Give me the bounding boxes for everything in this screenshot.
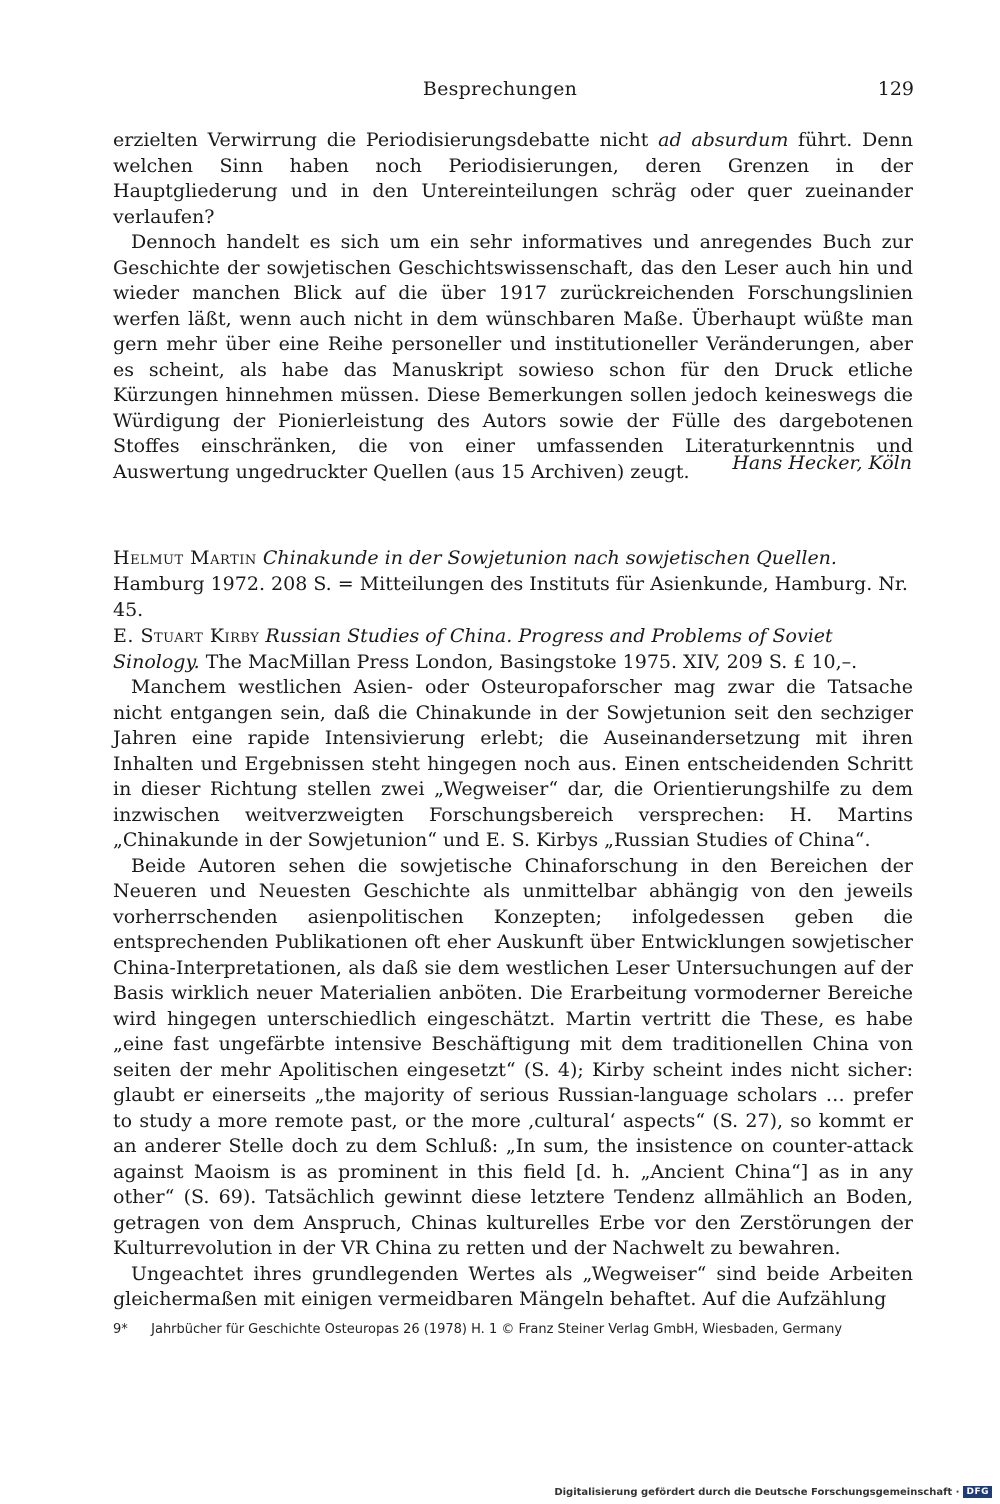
dfg-logo-icon: DFG bbox=[963, 1486, 992, 1498]
digitization-credit bbox=[554, 1486, 992, 1498]
bibliography-header bbox=[113, 545, 913, 675]
running-head bbox=[0, 78, 1000, 106]
journal-footnote bbox=[113, 1322, 913, 1337]
review-2-paragraph-1: Manchem westlichen Asien- oder Osteuropaforscher mag zwar die Tatsache nicht entgangen sein, daß die Chinakunde in der Sowjetunion seit den sechziger Jahren eine rapide Intensivierung erlebt; die Auseinandersetzung mit ihren Inhalten und Ergebnissen steht hingegen noch aus. Einen entscheidenden Schritt in dieser Richtung stellen zwei „Wegweiser“ dar, die Orientierungshilfe zu dem inzwischen weitverzweigten Forschungsbereich versprechen: H. Martins „Chinakunde in der Sowjetunion“ und E. S. Kirbys „Russian Studies of China“. bbox=[113, 676, 913, 851]
bibliography-entry-1 bbox=[113, 545, 913, 623]
review-1-body bbox=[113, 128, 913, 485]
publication-details: The MacMillan Press London, Basingstoke 1975. XIV, 209 S. £ 10,–. bbox=[205, 651, 858, 673]
signature-mark: 9* bbox=[113, 1322, 128, 1337]
review-2-body bbox=[113, 675, 913, 1313]
review-1-paragraph-1 bbox=[113, 128, 913, 230]
author-name: Helmut Martin bbox=[113, 547, 257, 569]
author-name: E. Stuart Kirby bbox=[113, 625, 260, 647]
paragraph-text: führt. Denn welchen Sinn haben noch Periodisierungen, deren Grenzen in der Hauptgliederung und in den Untereinteilungen schräg oder quer zueinander verlaufen? bbox=[113, 129, 913, 228]
review-2-paragraph-2: Beide Autoren sehen die sowjetische Chinaforschung in den Bereichen der Neueren und Neuesten Geschichte als unmittelbar abhängig von den jeweils vorherrschenden asienpolitischen Konzepten; infolgedessen geben die entsprechenden Publikationen oft eher Auskunft über Entwicklungen sowjetischer China-Interpretationen, als daß sie dem westlichen Leser Untersuchungen auf der Basis wirklich neuer Materialien anböten. Die Erarbeitung vormoderner Bereiche wird hingegen unterschiedlich eingeschätzt. Martin vertritt die These, es habe „eine fast ungefärbte intensive Beschäftigung mit dem traditionellen China von seiten der mehr Apolitischen eingesetzt“ (S. 4); Kirby scheint indes nicht sicher: glaubt er einerseits „the majority of serious Russian-language scholars … prefer to study a more remote past, or the more ‚cultural‘ aspects“ (S. 27), so kommt er an anderer Stelle doch zu dem Schluß: „In sum, the insistence on counter-attack against Maoism is as prominent in this field [d. h. „Ancient China“] as in any other“ (S. 69). Tatsächlich gewinnt diese letztere Tendenz allmählich an Boden, getragen von dem Anspruch, Chinas kulturelles Erbe vor den Zerstörungen der Kulturrevolution in der VR China zu retten und der Nachwelt zu bewahren. bbox=[113, 854, 913, 1259]
bibliography-entry-2 bbox=[113, 623, 913, 675]
credit-text: Digitalisierung gefördert durch die Deutsche Forschungsgemeinschaft · bbox=[554, 1486, 960, 1498]
review-1-paragraph-2: Dennoch handelt es sich um ein sehr informatives und anregendes Buch zur Geschichte der sowjetischen Geschichtswissenschaft, das den Leser auch hin und wieder manchen Blick auf die über 1917 zurückreichenden Forschungslinien werfen läßt, wenn auch nicht in dem wünschbaren Maße. Überhaupt wüßte man gern mehr über eine Reihe personeller und institutioneller Veränderungen, aber es scheint, als habe das Manuskript sowieso schon für den Druck etliche Kürzungen hinnehmen müssen. Diese Bemerkungen sollen jedoch keineswegs die Würdigung der Pionierleistung des Autors sowie der Fülle des dargebotenen Stoffes einschränken, die von einer umfassenden Literaturkenntnis und Auswertung ungedruckter Quellen (aus 15 Archiven) zeugt. bbox=[113, 231, 913, 483]
running-title: Besprechungen bbox=[422, 78, 578, 100]
review-2-paragraph-3: Ungeachtet ihres grundlegenden Wertes als „Wegweiser“ sind beide Arbeiten gleichermaßen mit einigen vermeidbaren Mängeln behaftet. Auf die Aufzählung bbox=[113, 1262, 913, 1310]
journal-citation: Jahrbücher für Geschichte Osteuropas 26 (1978) H. 1 © Franz Steiner Verlag GmbH, Wiesbaden, Germany bbox=[151, 1322, 843, 1337]
publication-details: Hamburg 1972. 208 S. = Mitteilungen des Instituts für Asienkunde, Hamburg. Nr. 45. bbox=[113, 573, 908, 621]
book-title: Russian Studies of China. Progress and Problems of Soviet Sinology. bbox=[113, 625, 833, 673]
page-number: 129 bbox=[877, 78, 914, 100]
book-title: Chinakunde in der Sowjetunion nach sowjetischen Quellen. bbox=[262, 547, 837, 569]
italic-phrase: ad absurdum bbox=[658, 129, 789, 151]
paragraph-text: erzielten Verwirrung die Periodisierungsdebatte nicht bbox=[113, 129, 659, 151]
reviewer-signature: Hans Hecker, Köln bbox=[732, 452, 912, 474]
